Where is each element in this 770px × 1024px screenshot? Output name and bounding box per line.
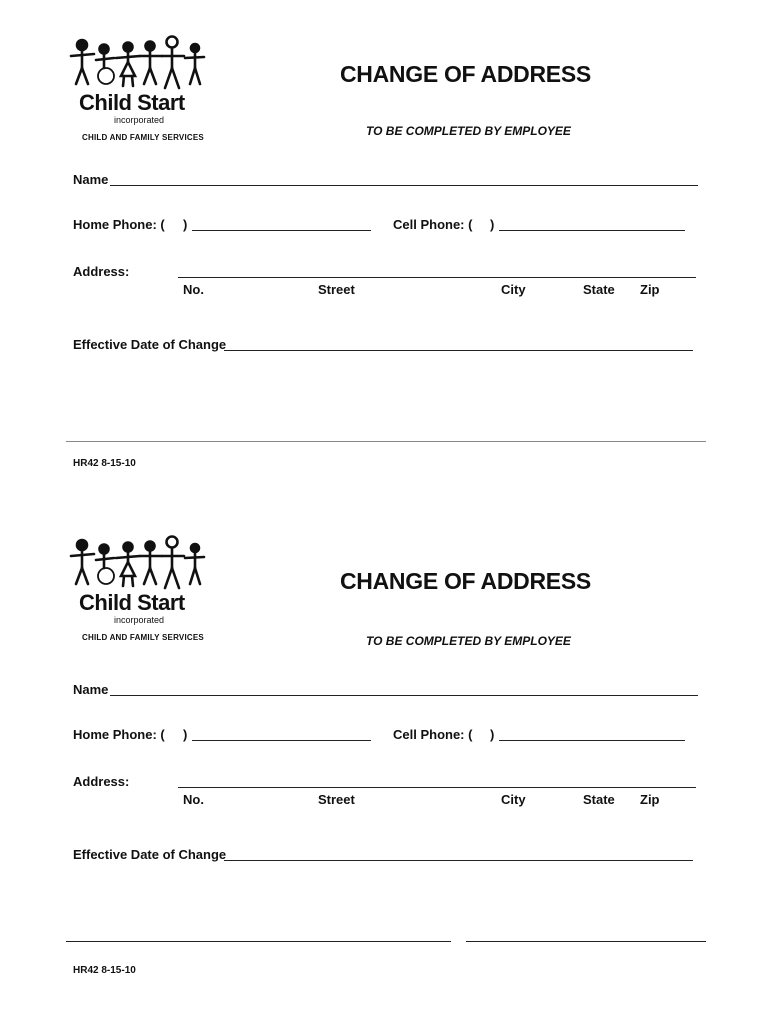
home-phone-paren: ): [183, 217, 188, 232]
address-field[interactable]: [178, 277, 696, 278]
address-no-label: No.: [183, 792, 204, 807]
address-street-label: Street: [318, 282, 355, 297]
change-of-address-form-1: [0, 0, 770, 510]
logo-brand-name: Child Start: [79, 90, 185, 115]
effective-date-label: Effective Date of Change: [73, 847, 227, 862]
name-label: Name: [73, 682, 109, 697]
form-subtitle: TO BE COMPLETED BY EMPLOYEE: [366, 124, 571, 138]
home-phone-label: Home Phone: (: [73, 217, 165, 232]
logo-brand-name: Child Start: [79, 590, 185, 615]
form-code: HR42 8-15-10: [73, 458, 136, 469]
address-street-label: Street: [318, 792, 355, 807]
child-start-logo: [68, 534, 218, 642]
change-of-address-form-2: [0, 510, 770, 1024]
separator-rule-right: [466, 941, 706, 942]
logo-tagline: incorporated: [114, 615, 165, 625]
form-title: CHANGE OF ADDRESS: [340, 568, 591, 594]
cell-phone-paren: ): [490, 217, 495, 232]
children-figures-icon: [68, 534, 208, 592]
home-phone-field[interactable]: [192, 230, 371, 231]
home-phone-field[interactable]: [192, 740, 371, 741]
effective-date-field[interactable]: [224, 350, 693, 351]
address-label: Address:: [73, 264, 130, 279]
address-zip-label: Zip: [640, 282, 660, 297]
name-field[interactable]: [110, 695, 698, 696]
address-city-label: City: [501, 792, 526, 807]
logo-division: CHILD AND FAMILY SERVICES: [82, 633, 204, 642]
effective-date-label: Effective Date of Change: [73, 337, 227, 352]
address-zip-label: Zip: [640, 792, 660, 807]
name-label: Name: [73, 172, 109, 187]
cell-phone-field[interactable]: [499, 230, 685, 231]
address-state-label: State: [583, 282, 615, 297]
cell-phone-label: Cell Phone: (: [393, 217, 473, 232]
logo-tagline: incorporated: [114, 115, 165, 125]
home-phone-paren: ): [183, 727, 188, 742]
name-field[interactable]: [110, 185, 698, 186]
address-field[interactable]: [178, 787, 696, 788]
cell-phone-paren: ): [490, 727, 495, 742]
form-subtitle: TO BE COMPLETED BY EMPLOYEE: [366, 634, 571, 648]
address-city-label: City: [501, 282, 526, 297]
cell-phone-label: Cell Phone: (: [393, 727, 473, 742]
address-state-label: State: [583, 792, 615, 807]
separator-rule: [66, 441, 706, 442]
child-start-logo: [68, 34, 218, 142]
cell-phone-field[interactable]: [499, 740, 685, 741]
address-label: Address:: [73, 774, 130, 789]
form-code: HR42 8-15-10: [73, 965, 136, 976]
effective-date-field[interactable]: [224, 860, 693, 861]
address-no-label: No.: [183, 282, 204, 297]
logo-division: CHILD AND FAMILY SERVICES: [82, 133, 204, 142]
children-figures-icon: [68, 34, 208, 92]
home-phone-label: Home Phone: (: [73, 727, 165, 742]
form-title: CHANGE OF ADDRESS: [340, 61, 591, 87]
separator-rule-left: [66, 941, 451, 942]
